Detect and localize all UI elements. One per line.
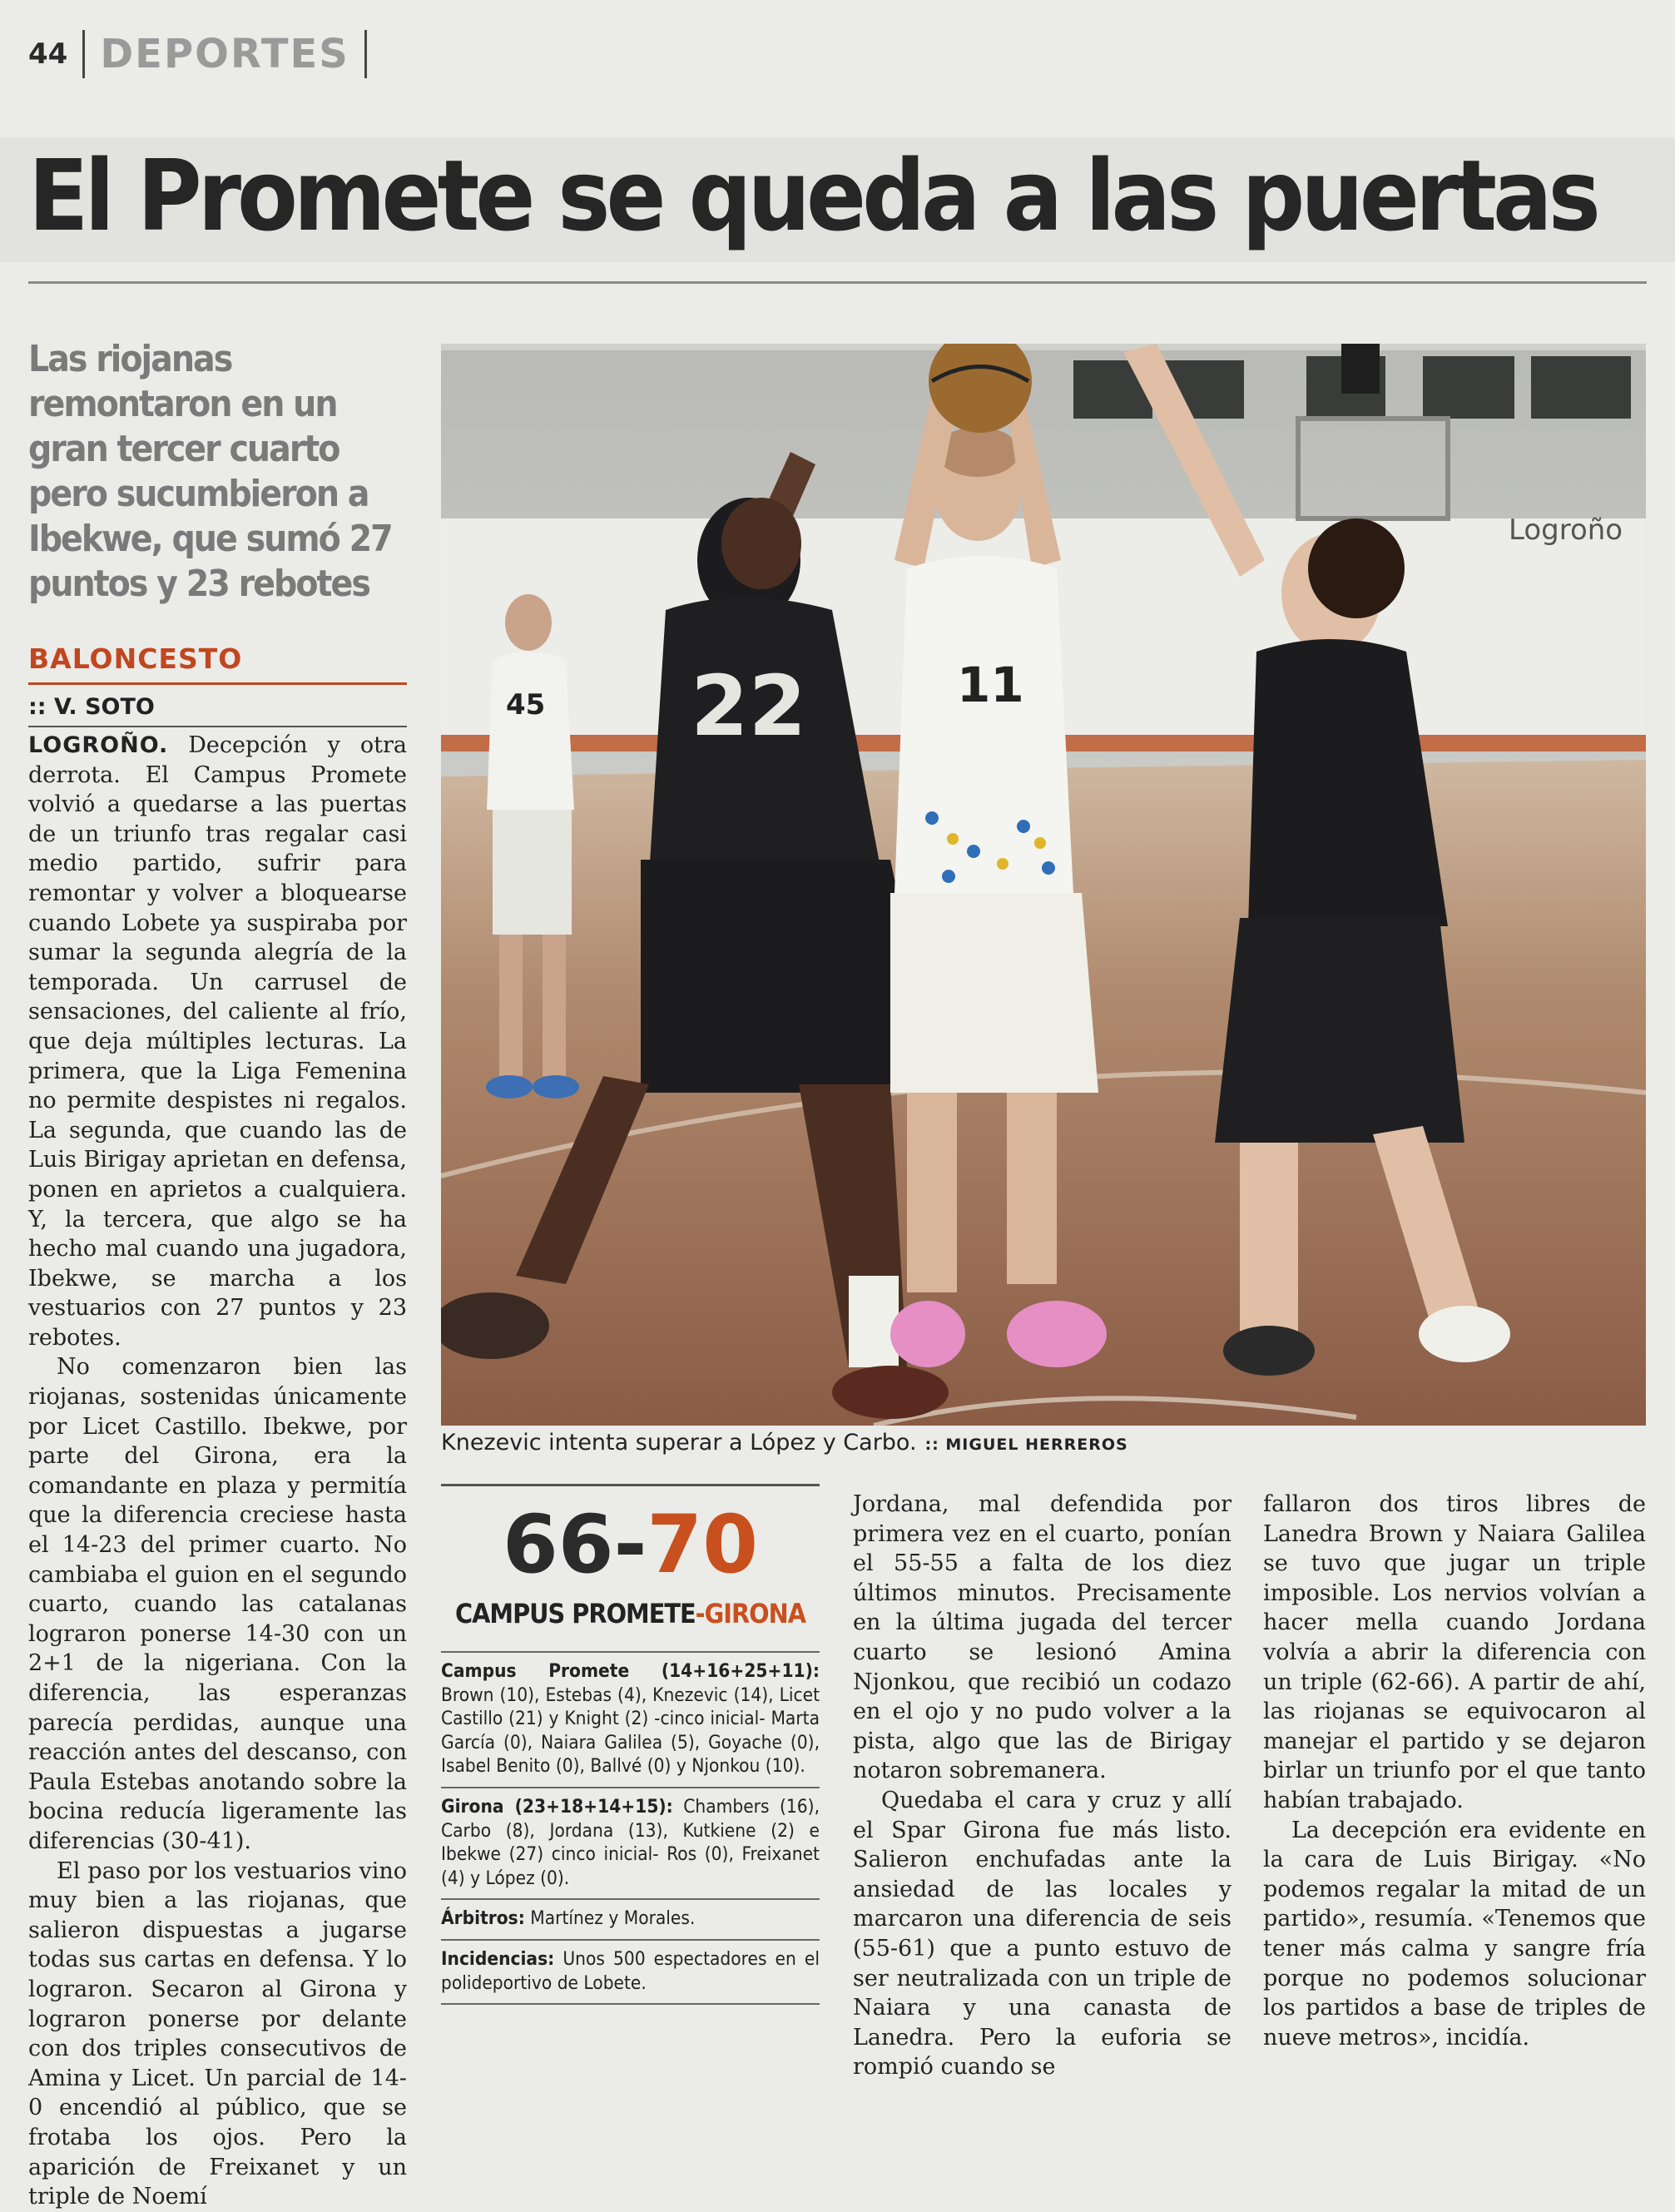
scorebox bbox=[441, 1484, 820, 2005]
page-number: 44 bbox=[28, 30, 85, 78]
team-home: CAMPUS PROMETE bbox=[455, 1598, 696, 1629]
lineup-home bbox=[441, 1651, 820, 1787]
score-away: 70 bbox=[647, 1498, 759, 1591]
kicker-rule bbox=[28, 682, 407, 685]
lineup-away bbox=[441, 1787, 820, 1898]
incidents bbox=[441, 1939, 820, 2005]
incidents-label: Incidencias: bbox=[441, 1947, 555, 1970]
headline-rule bbox=[28, 281, 1647, 284]
lineup-away-text: Chambers (16), Carbo (8), Jordana (13), Kutkiene (2) e Ibekwe (27) cinco inicial- Ros (0), Freixanet (4) y López (0). bbox=[441, 1795, 820, 1889]
kicker: BALONCESTO bbox=[28, 642, 243, 675]
dateline: LOGROÑO. bbox=[28, 732, 169, 758]
paragraph: fallaron dos tiros libres de Lanedra Brown y Naiara Galilea se tuvo que jugar un triple imposible. Los nervios volvían a hacer mella cuando Jordana volvía a abrir la diferencia con un triple (62-66). A partir de ahí, las riojanas se equivocaron al manejar el partido y se dejaron birlar un triunfo por el que tanto habían trabajado. bbox=[1263, 1491, 1646, 1813]
byline-rule bbox=[28, 726, 407, 727]
referees-label: Árbitros: bbox=[441, 1907, 525, 1930]
byline: :: V. SOTO bbox=[28, 694, 155, 720]
lineup-away-label: Girona (23+18+14+15): bbox=[441, 1795, 673, 1818]
final-score bbox=[441, 1495, 820, 1595]
lineup-home-label: Campus Promete (14+16+25+11): bbox=[441, 1660, 820, 1682]
referees-text: Martínez y Morales. bbox=[530, 1907, 696, 1930]
photo-credit: :: MIGUEL HERREROS bbox=[924, 1436, 1128, 1454]
headline: El Promete se queda a las puertas bbox=[28, 138, 1597, 253]
game-photo bbox=[441, 344, 1646, 1426]
jersey-number-bench: 45 bbox=[506, 688, 546, 722]
article-column-4 bbox=[1263, 1490, 1646, 2052]
photo-caption bbox=[441, 1430, 1128, 1456]
page-header bbox=[28, 25, 367, 83]
section-name: DEPORTES bbox=[85, 30, 367, 78]
article-column-3 bbox=[853, 1490, 1231, 2082]
paragraph: Jordana, mal defendida por primera vez en el cuarto, ponían el 55-55 a falta de los diez últimos minutos. Precisamente en la última jugada del tercer cuarto se lesionó Amina Njonkou, que recibió un codazo en el ojo y no pudo volver a la pista, algo que las de Birigay notaron sobremanera. bbox=[853, 1491, 1231, 1784]
lede: Las riojanas remontaron en un gran tercer cuarto pero sucumbieron a Ibekwe, que sumó 27 puntos y 23 rebotes bbox=[28, 338, 392, 605]
jersey-number-away: 22 bbox=[691, 657, 807, 755]
team-separator: - bbox=[695, 1598, 705, 1629]
score-home: 66 bbox=[502, 1498, 614, 1591]
paragraph: La decepción era evidente en la cara de Luis Birigay. «No podemos regalar la mitad de un partido», resumía. «Tenemos que tener más calma y sangre fría porque no podemos solucionar los partidos a base de triples de nueve metros», incidía. bbox=[1263, 1817, 1646, 2051]
lineups bbox=[441, 1651, 820, 2005]
score-separator: - bbox=[613, 1498, 647, 1591]
paragraph: El paso por los vestuarios vino muy bien a las riojanas, que salieron dispuestas a jugarse todas sus cartas en defensa. Y lo lograron. Secaron al Girona y lograron ponerse por delante con dos triples consecutivos de Amina y Licet. Un parcial de 14-0 encendió al público, que se frotaba los ojos. Pero la aparición de Freixanet y un triple de Noemí bbox=[28, 1857, 407, 2210]
photo-banner: Logroño bbox=[1509, 513, 1623, 547]
incidents-text: Unos 500 espectadores en el polideportivo de Lobete. bbox=[441, 1947, 820, 1994]
scorebox-rule bbox=[441, 1484, 820, 1486]
lineup-home-text: Brown (10), Estebas (4), Knezevic (14), Licet Castillo (21) y Knight (2) -cinco inicial- Marta García (0), Naiara Galilea (5), Goyache (0), Isabel Benito (0), Ballvé (0) y Njonkou (10). bbox=[441, 1684, 820, 1778]
referees bbox=[441, 1898, 820, 1939]
article-column-1 bbox=[28, 731, 407, 2212]
team-away: GIRONA bbox=[704, 1598, 805, 1629]
paragraph: No comenzaron bien las riojanas, sostenidas únicamente por Licet Castillo. Ibekwe, por parte del Girona, era la comandante en plaza y permitía que la diferencia creciese hasta el 14-23 del primer cuarto. No cambiaba el guion en el segundo cuarto, cuando las catalanas lograron ponerse 14-30 con un 2+1 de la nigeriana. Con la diferencia, las esperanzas parecía perdidas, aunque una reacción antes del descanso, con Paula Estebas anotando sobre la bocina reducía ligeramente las diferencias (30-41). bbox=[28, 1354, 407, 1854]
teams bbox=[441, 1598, 820, 1629]
paragraph: Quedaba el cara y cruz y allí el Spar Girona fue más listo. Salieron enchufadas ante la ansiedad de las locales y marcaron una diferencia de seis (55-61) que a punto estuvo de ser neutralizada con un triple de Naiara y una canasta de Lanedra. Pero la euforia se rompió cuando se bbox=[853, 1787, 1231, 2081]
paragraph bbox=[28, 731, 407, 1352]
caption-text: Knezevic intenta superar a López y Carbo. bbox=[441, 1430, 917, 1456]
jersey-number-home: 11 bbox=[957, 657, 1024, 713]
paragraph-text: Decepción y otra derrota. El Campus Promete volvió a quedarse a las puertas de un triunfo tras regalar casi medio partido, sufrir para remontar y volver a bloquearse cuando Lobete ya suspiraba por sumar la segunda alegría de la temporada. Un carrusel de sensaciones, del caliente al frío, que deja múltiples lecturas. La primera, que la Liga Femenina no permite despistes ni regalos. La segunda, que cuando las de Luis Birigay aprietan en defensa, ponen en aprietos a cualquiera. Y, la tercera, que algo se ha hecho mal cuando una jugadora, Ibekwe, se marcha a los vestuarios con 27 puntos y 23 rebotes. bbox=[28, 732, 407, 1351]
